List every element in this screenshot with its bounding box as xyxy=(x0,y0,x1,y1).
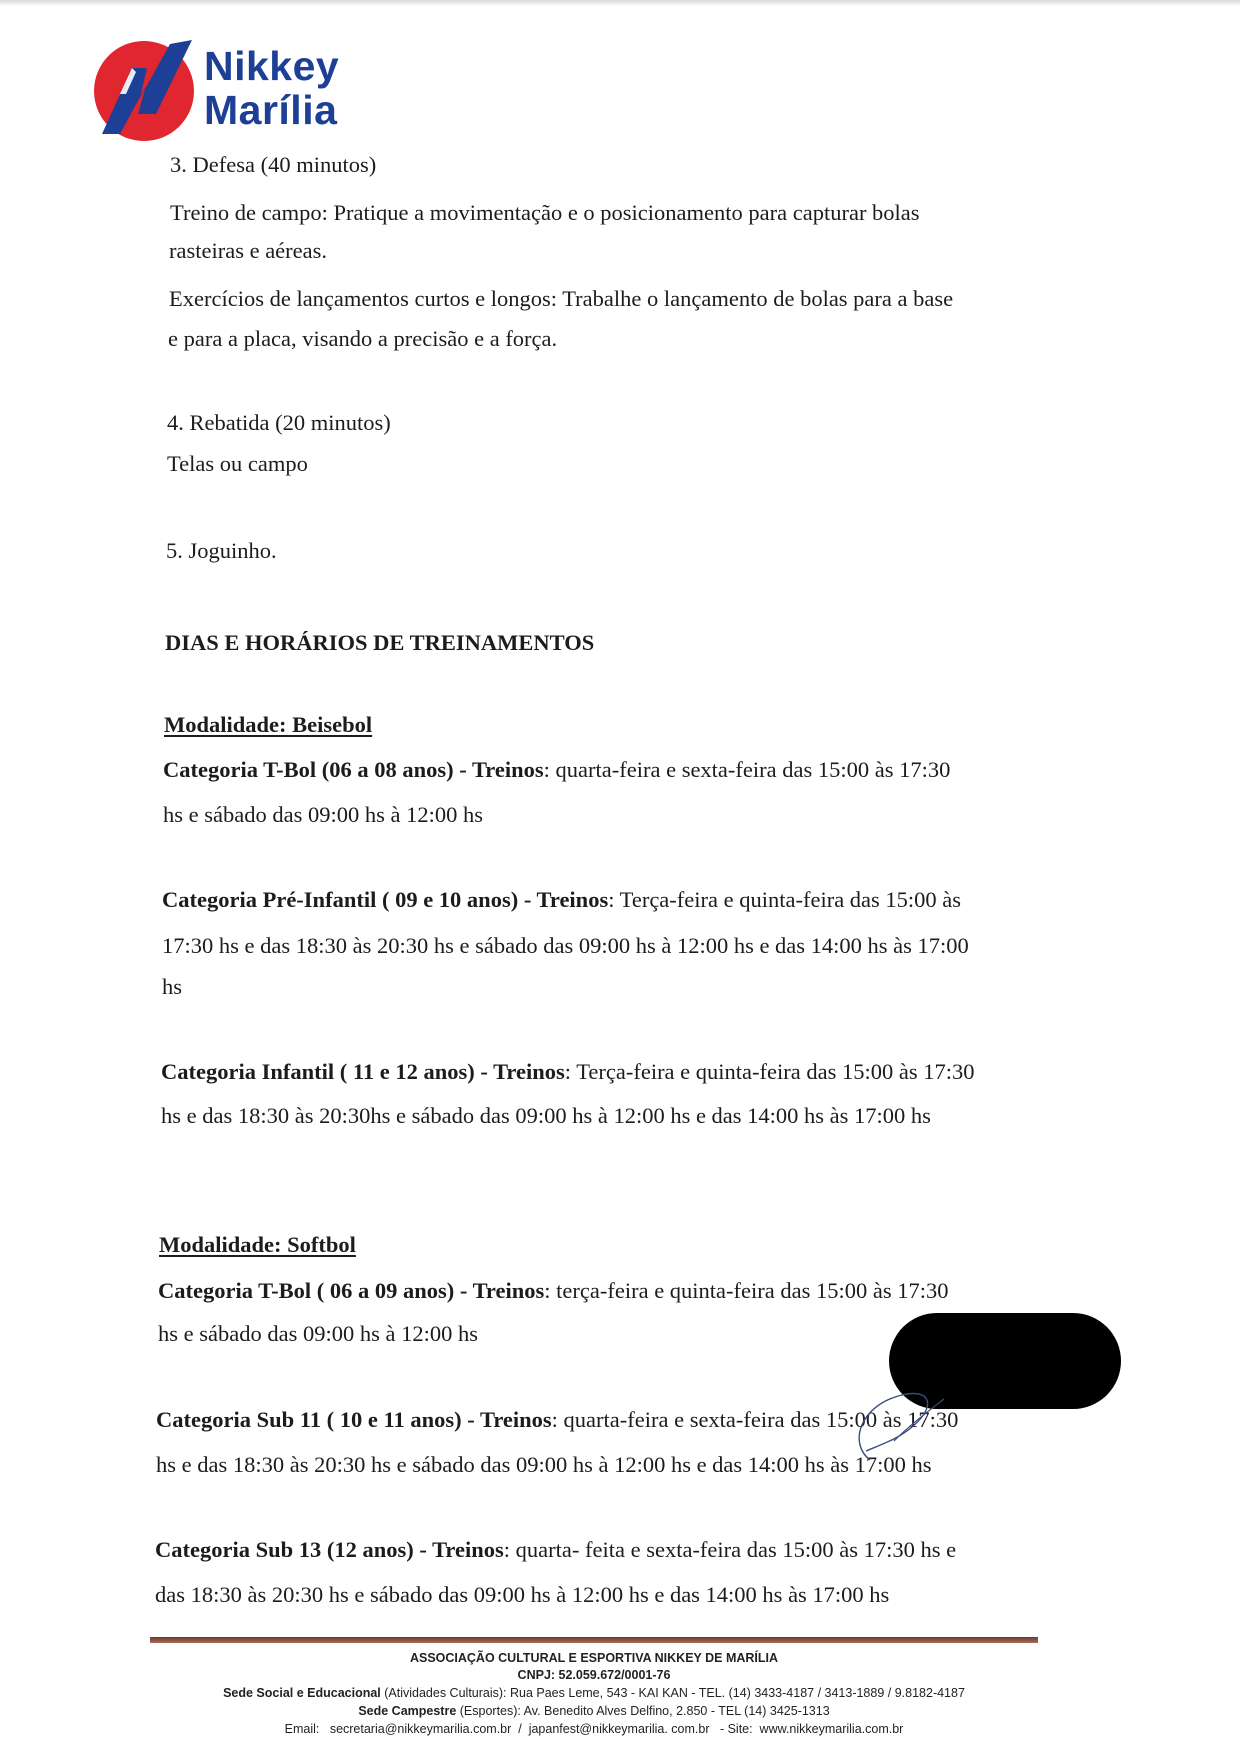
footer-site-label: - Site: xyxy=(719,1722,753,1736)
beisebol-tbol-line-2: hs e sábado das 09:00 hs à 12:00 hs xyxy=(163,802,483,827)
footer-email-2[interactable]: japanfest@nikkeymarilia. com.br xyxy=(528,1722,710,1736)
softbol-tbol-line-2: hs e sábado das 09:00 hs à 12:00 hs xyxy=(158,1321,478,1346)
schedule-heading: DIAS E HORÁRIOS DE TREINAMENTOS xyxy=(165,630,595,655)
signature-scribble xyxy=(840,1385,950,1465)
logo-wordmark xyxy=(204,44,339,132)
footer-sede-social-text: (Atividades Culturais): Rua Paes Leme, 543 - KAI KAN - TEL. (14) 3433-4187 / 3413-1889 / 9.8182-4187 xyxy=(380,1686,965,1700)
defesa-line-4: e para a placa, visando a precisão e a força. xyxy=(168,326,558,351)
softbol-tbol-text: : terça-feira e quinta-feira das 15:00 às 17:30 xyxy=(544,1278,949,1303)
beisebol-preinfantil-line-3: hs xyxy=(162,974,183,999)
footer-sede-campestre-text: (Esportes): Av. Benedito Alves Delfino, 2.850 - TEL (14) 3425-1313 xyxy=(456,1704,830,1718)
beisebol-preinfantil-line-1 xyxy=(162,887,961,913)
logo-line-1: Nikkey xyxy=(204,43,340,89)
beisebol-tbol-label: Categoria T-Bol (06 a 08 anos) - Treinos xyxy=(163,757,544,782)
softbol-sub11-line-2: hs e das 18:30 às 20:30 hs e sábado das 09:00 hs à 12:00 hs e das 14:00 hs às 17:00 hs xyxy=(156,1452,932,1477)
footer-cnpj: CNPJ: 52.059.672/0001-76 xyxy=(517,1668,671,1682)
beisebol-preinfantil-text: : Terça-feira e quinta-feira das 15:00 às xyxy=(608,887,962,912)
footer-sede-social xyxy=(150,1686,1038,1701)
footer-contacts xyxy=(150,1722,1038,1737)
beisebol-infantil-text: : Terça-feira e quinta-feira das 15:00 às 17:30 xyxy=(564,1059,975,1084)
beisebol-preinfantil-line-2: 17:30 hs e das 18:30 às 20:30 hs e sábado das 09:00 hs à 12:00 hs e das 14:00 hs às 17:00 xyxy=(162,933,969,958)
nikkey-logo xyxy=(92,36,372,146)
softbol-sub13-line-2: das 18:30 às 20:30 hs e sábado das 09:00 hs à 12:00 hs e das 14:00 hs às 17:00 hs xyxy=(155,1582,890,1607)
rebatida-title: 4. Rebatida (20 minutos) xyxy=(167,410,391,435)
logo-emblem-icon xyxy=(92,36,202,146)
footer-site-link[interactable]: www.nikkeymarilia.com.br xyxy=(759,1722,904,1736)
beisebol-tbol-text: : quarta-feira e sexta-feira das 15:00 às 17:30 xyxy=(543,757,951,782)
defesa-title: 3. Defesa (40 minutos) xyxy=(170,152,377,177)
softbol-sub13-label: Categoria Sub 13 (12 anos) - Treinos xyxy=(155,1537,504,1562)
footer-separator: / xyxy=(518,1722,522,1736)
defesa-line-1: Treino de campo: Pratique a movimentação e o posicionamento para capturar bolas xyxy=(170,200,920,225)
footer-email-1[interactable]: secretaria@nikkeymarilia.com.br xyxy=(329,1722,512,1736)
softbol-sub11-label: Categoria Sub 11 ( 10 e 11 anos) - Treinos xyxy=(156,1407,552,1432)
beisebol-infantil-label: Categoria Infantil ( 11 e 12 anos) - Treinos xyxy=(161,1059,565,1084)
beisebol-infantil-line-1 xyxy=(161,1059,974,1085)
softbol-title: Modalidade: Softbol xyxy=(159,1232,356,1257)
footer-sede-campestre-label: Sede Campestre xyxy=(358,1704,457,1718)
joguinho-title: 5. Joguinho. xyxy=(166,538,277,563)
scan-edge xyxy=(0,0,1240,6)
softbol-sub13-line-1 xyxy=(155,1537,956,1563)
footer-divider xyxy=(150,1637,1038,1643)
rebatida-line-1: Telas ou campo xyxy=(167,451,308,476)
beisebol-title: Modalidade: Beisebol xyxy=(164,712,373,737)
footer-email-label: Email: xyxy=(284,1722,320,1736)
footer-sede-social-label: Sede Social e Educacional xyxy=(223,1686,381,1700)
beisebol-preinfantil-label: Categoria Pré-Infantil ( 09 e 10 anos) - Treinos xyxy=(162,887,609,912)
softbol-sub11-line-1 xyxy=(156,1407,958,1433)
softbol-sub13-text: : quarta- feita e sexta-feira das 15:00 às 17:30 hs e xyxy=(503,1537,957,1562)
logo-line-2: Marília xyxy=(204,87,338,133)
beisebol-tbol-line-1 xyxy=(163,757,950,783)
softbol-tbol-line-1 xyxy=(158,1278,948,1304)
softbol-tbol-label: Categoria T-Bol ( 06 a 09 anos) - Treinos xyxy=(158,1278,545,1303)
footer-sede-campestre xyxy=(150,1704,1038,1719)
beisebol-infantil-line-2: hs e das 18:30 às 20:30hs e sábado das 09:00 hs à 12:00 hs e das 14:00 hs às 17:00 hs xyxy=(161,1103,931,1128)
defesa-line-3: Exercícios de lançamentos curtos e longos: Trabalhe o lançamento de bolas para a base xyxy=(169,286,954,311)
footer-org: ASSOCIAÇÃO CULTURAL E ESPORTIVA NIKKEY DE MARÍLIA xyxy=(409,1651,779,1665)
softbol-sub11-text: : quarta-feira e sexta-feira das 15:00 às 17:30 xyxy=(551,1407,959,1432)
defesa-line-2: rasteiras e aéreas. xyxy=(169,238,328,263)
